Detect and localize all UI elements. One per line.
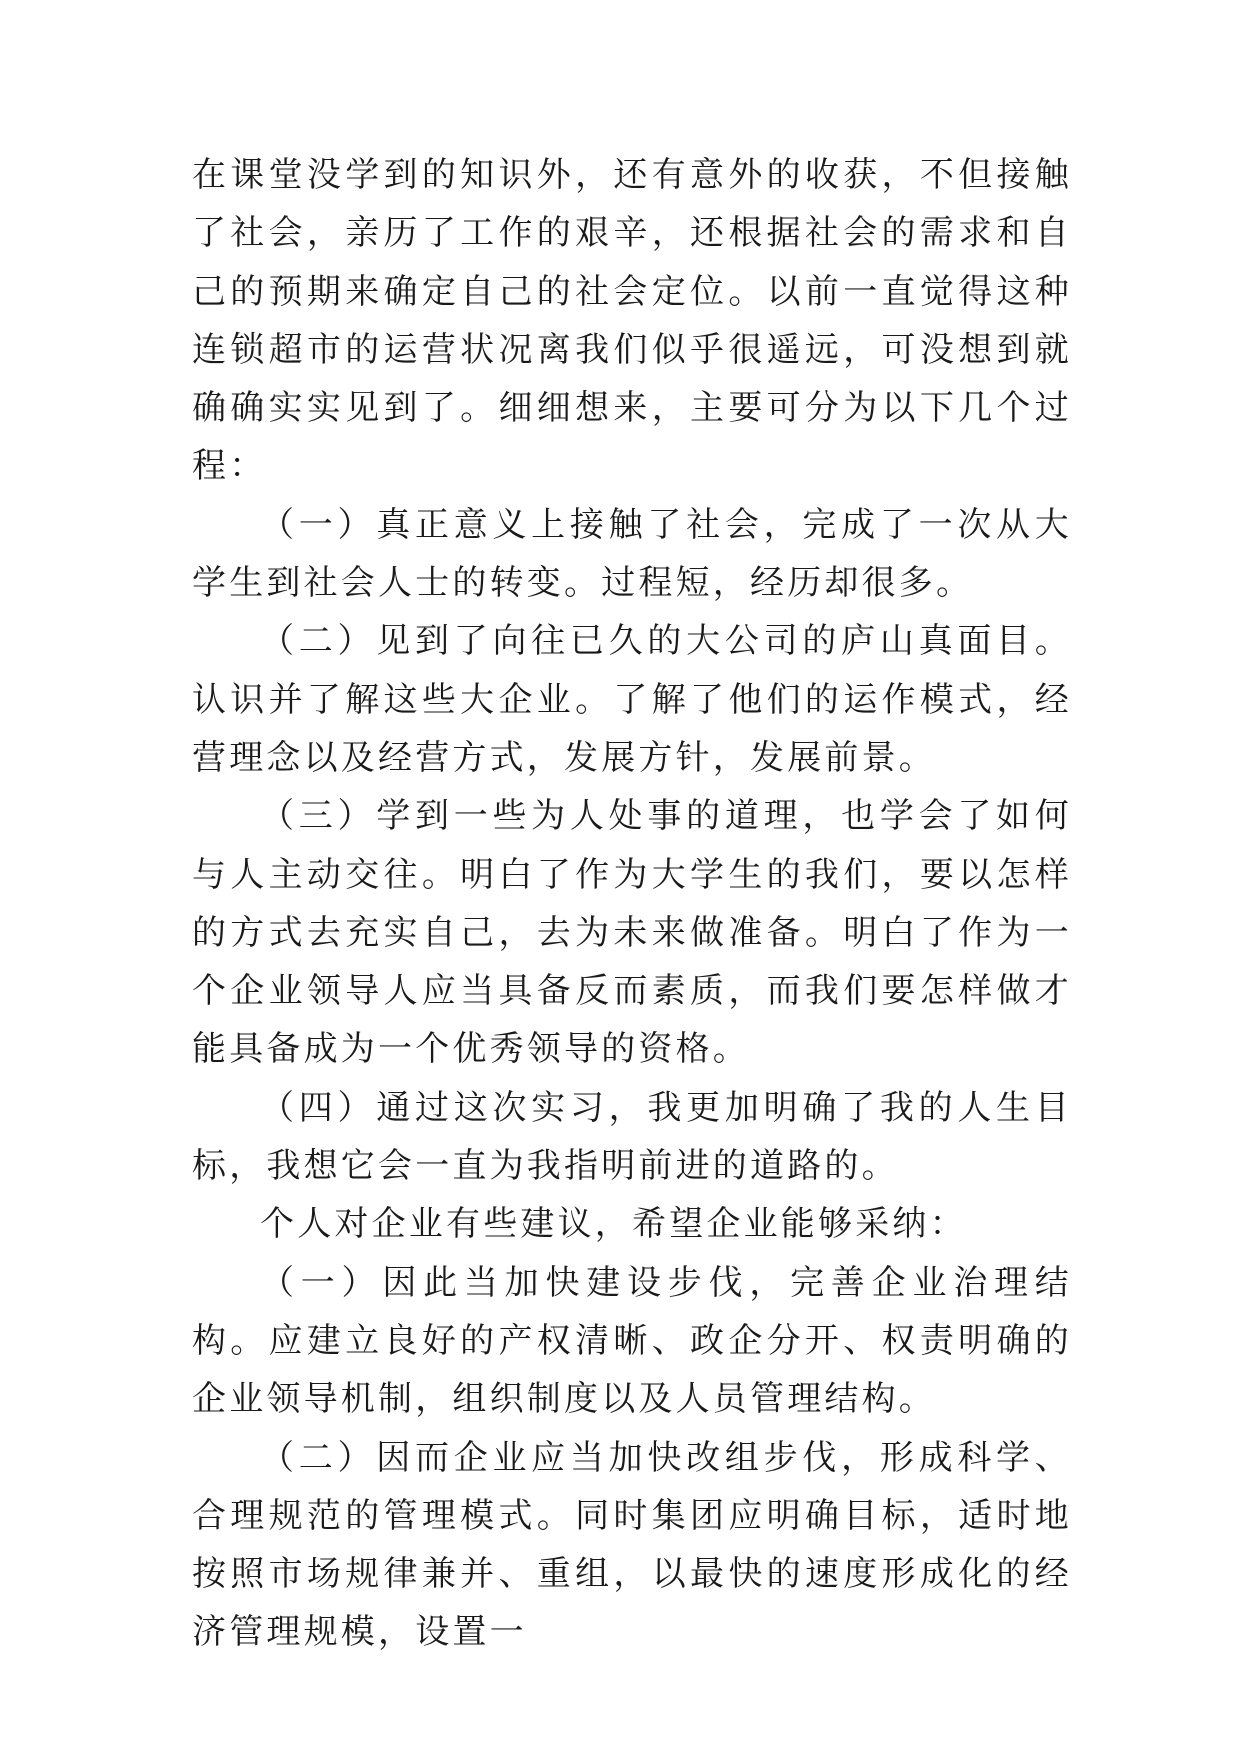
paragraph-6: 个人对企业有些建议，希望企业能够采纳： — [260, 1204, 967, 1245]
document-body — [192, 146, 1072, 1662]
paragraph-7: （一）因此当加快建设步伐，完善企业治理结构。应建立良好的产权清晰、政企分开、权责明确的企业领导机制，组织制度以及人员管理结构。 — [192, 1262, 1072, 1420]
paragraph-3: （二）见到了向往已久的大公司的庐山真面目。认识并了解这些大企业。了解了他们的运作模式，经营理念以及经营方式，发展方针，发展前景。 — [192, 621, 1072, 778]
paragraph-4: （三）学到一些为人处事的道理，也学会了如何与人主动交往。明白了作为大学生的我们，要以怎样的方式去充实自己，去为未来做准备。明白了作为一个企业领导人应当具备反而素质，而我们要怎样做才能具备成为一个优秀领导的资格。 — [192, 796, 1072, 1070]
paragraph-1: 在课堂没学到的知识外，还有意外的收获，不但接触了社会，亲历了工作的艰辛，还根据社会的需求和自己的预期来确定自己的社会定位。以前一直觉得这种连锁超市的运营状况离我们似乎很遥远，可没想到就确确实实见到了。细细想来，主要可分为以下几个过程： — [192, 155, 1072, 487]
paragraph-2: （一）真正意义上接触了社会，完成了一次从大学生到社会人士的转变。过程短，经历却很多。 — [192, 504, 1072, 604]
paragraph-8: （二）因而企业应当加快改组步伐，形成科学、合理规范的管理模式。同时集团应明确目标，适时地按照市场规律兼并、重组，以最快的速度形成化的经济管理规模，设置一 — [192, 1437, 1072, 1653]
paragraph-5: （四）通过这次实习，我更加明确了我的人生目标，我想它会一直为我指明前进的道路的。 — [192, 1087, 1072, 1187]
